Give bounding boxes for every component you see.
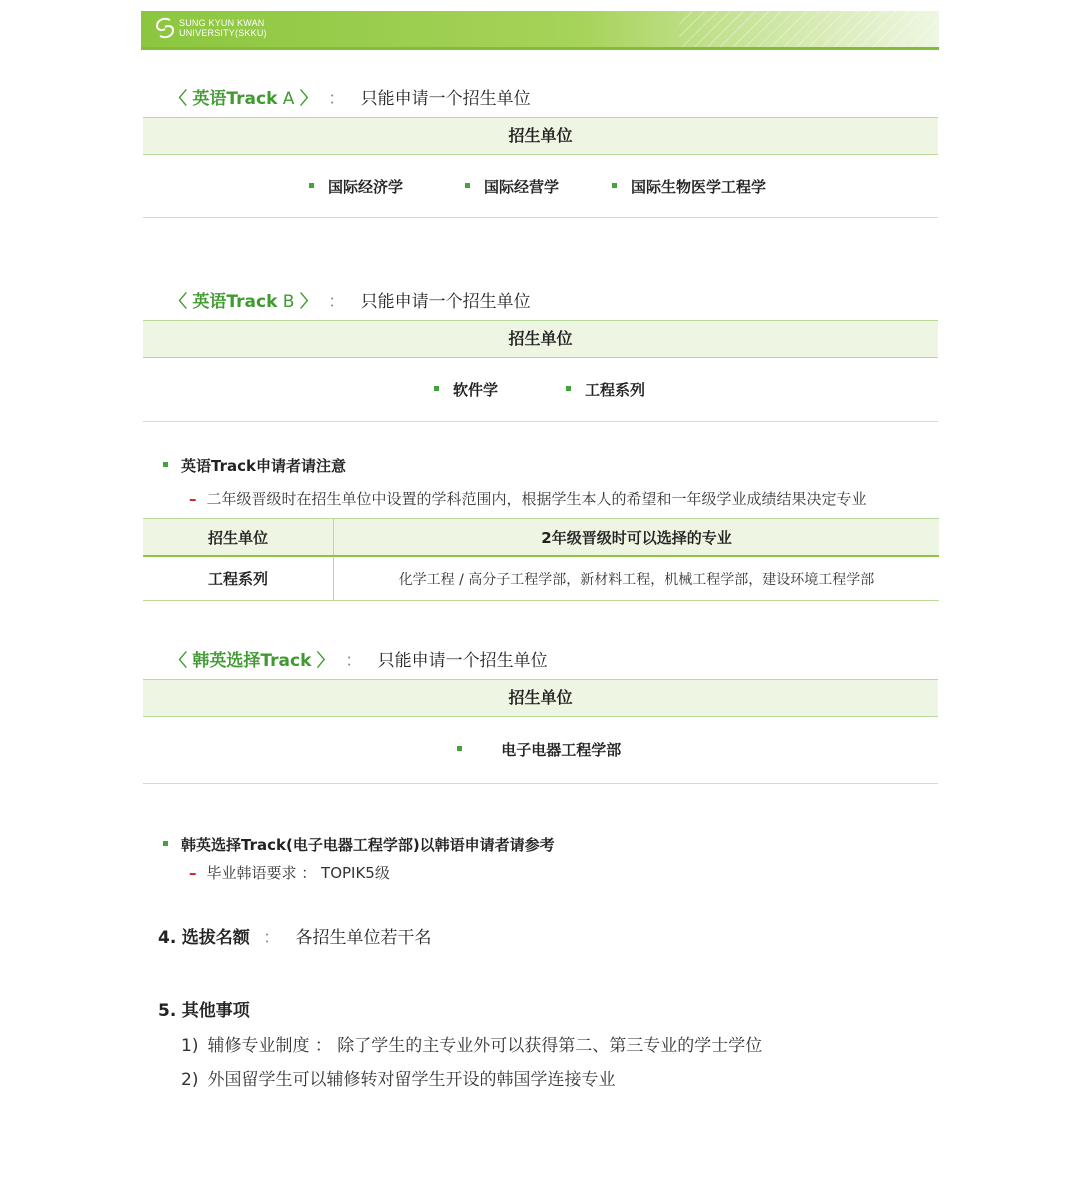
track-b-letter: B <box>282 292 295 312</box>
track-b-title <box>170 287 531 312</box>
track-c-table <box>143 679 938 784</box>
korean-note-heading: 韩英选择Track(电子电器工程学部)以韩语申请者请参考 <box>163 834 555 855</box>
list-item-text: 辅修专业制度 ： 除了学生的主专业外可以获得第二、第三专业的学士学位 <box>207 1036 763 1056</box>
table-row <box>143 556 939 601</box>
cell-unit: 工程系列 <box>143 556 334 601</box>
table-header-row <box>143 519 939 557</box>
track-a-table <box>143 117 938 218</box>
unit-item: 国际经济学 <box>309 176 403 197</box>
track-c-close-bracket: 〉 <box>316 651 334 671</box>
track-b-table-body <box>143 358 938 422</box>
list-item-text: 外国留学生可以辅修转对留学生开设的韩国学连接专业 <box>207 1070 616 1090</box>
korean-note-line <box>189 862 390 883</box>
track-a-colon: ： <box>328 89 346 109</box>
section-4-text: 各招生单位若干名 <box>295 928 432 948</box>
university-name <box>179 18 267 38</box>
track-a-open-bracket: 〈 <box>170 89 187 109</box>
logo-line-1: SUNG KYUN KWAN <box>179 18 265 28</box>
list-item-number: 1) <box>181 1036 199 1056</box>
section-4-title: 选拔名额 <box>181 928 250 948</box>
english-track-note-heading: 英语Track申请者请注意 <box>163 455 346 476</box>
track-a-letter: A <box>282 89 295 109</box>
english-track-note-text: 二年级晋级时在招生单位中设置的学科范围内，根据学生本人的希望和一年级学业成绩结果决定专业 <box>206 490 867 508</box>
section-4 <box>158 923 432 948</box>
track-b-open-bracket: 〈 <box>170 292 187 312</box>
section-4-colon: ： <box>263 928 281 948</box>
unit-item: 国际生物医学工程学 <box>612 176 766 197</box>
section-5-number: 5. <box>158 1001 177 1021</box>
dash-marker: – <box>189 864 197 882</box>
track-a-title <box>170 84 531 109</box>
column-header-unit: 招生单位 <box>143 519 334 557</box>
banner-pattern <box>679 11 939 47</box>
track-a-close-bracket: 〉 <box>299 89 317 109</box>
list-item <box>181 1031 762 1056</box>
track-a-rule: 只能申请一个招生单位 <box>360 89 531 109</box>
track-b-colon: ： <box>328 292 346 312</box>
english-track-note-line <box>189 488 867 509</box>
section-5 <box>158 996 250 1021</box>
track-a-table-header: 招生单位 <box>143 117 938 155</box>
track-b-table-header: 招生单位 <box>143 320 938 358</box>
track-c-colon: ： <box>345 651 363 671</box>
section-5-title: 其他事项 <box>181 1001 250 1021</box>
section-4-number: 4. <box>158 928 177 948</box>
track-c-table-body <box>143 717 938 784</box>
logo-line-2: UNIVERSITY(SKKU) <box>179 28 267 38</box>
unit-item: 工程系列 <box>566 379 645 400</box>
track-b-name: 英语Track <box>192 292 278 312</box>
header-banner <box>141 11 939 50</box>
track-c-open-bracket: 〈 <box>170 651 187 671</box>
track-b-table <box>143 320 938 422</box>
unit-item: 软件学 <box>434 379 498 400</box>
track-c-rule: 只能申请一个招生单位 <box>377 651 548 671</box>
dash-marker: – <box>189 490 197 508</box>
list-item <box>181 1065 615 1090</box>
unit-item-label: 电子电器工程学部 <box>501 741 622 759</box>
track-c-title <box>170 646 548 671</box>
column-header-majors: 2年级晋级时可以选择的专业 <box>334 519 940 557</box>
major-selection-table <box>143 518 939 601</box>
skku-logo-icon <box>154 16 176 40</box>
list-item-number: 2) <box>181 1070 199 1090</box>
cell-majors: 化学工程 / 高分子工程学部，新材料工程，机械工程学部，建设环境工程学部 <box>334 556 940 601</box>
track-b-rule: 只能申请一个招生单位 <box>360 292 531 312</box>
track-a-name: 英语Track <box>192 89 278 109</box>
korean-note-text: 毕业韩语要求 ： TOPIK5级 <box>206 864 390 882</box>
unit-item <box>457 739 621 760</box>
track-c-name: 韩英选择Track <box>192 651 312 671</box>
track-c-table-header: 招生单位 <box>143 679 938 717</box>
track-a-table-body <box>143 155 938 218</box>
unit-item: 国际经营学 <box>465 176 559 197</box>
track-b-close-bracket: 〉 <box>299 292 317 312</box>
